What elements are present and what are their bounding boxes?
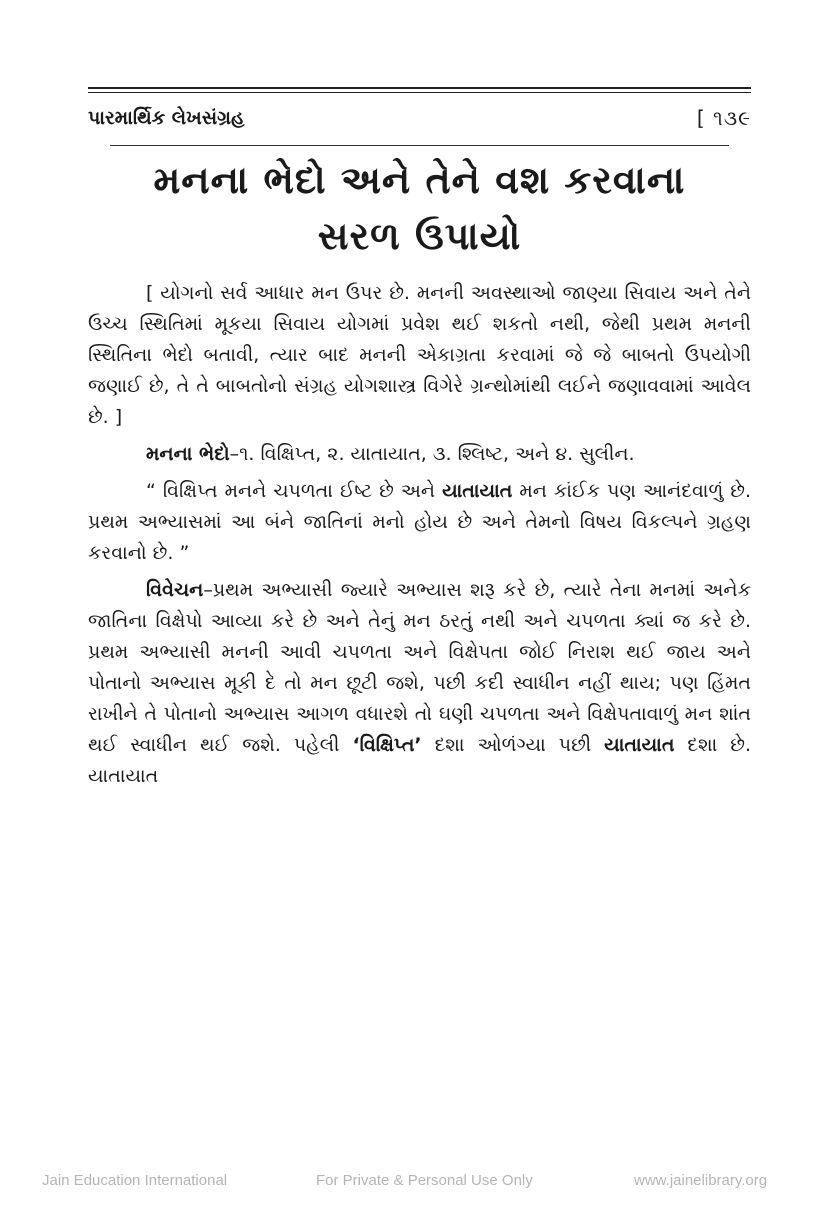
article-title bbox=[88, 152, 751, 264]
header-divider bbox=[110, 145, 729, 146]
running-head bbox=[88, 101, 751, 135]
commentary-paragraph bbox=[88, 575, 751, 792]
page-number: [ ૧૩૯ bbox=[696, 106, 751, 130]
footer-usage-notice: For Private & Personal Use Only bbox=[316, 1172, 533, 1189]
article-body bbox=[88, 278, 751, 792]
quote-paragraph bbox=[88, 476, 751, 569]
top-rule-thin bbox=[88, 92, 751, 93]
commentary-text-3: દશા છે. યાતાયાત bbox=[88, 734, 752, 787]
types-text: –૧. વિક્ષિપ્ત, ૨. યાતાયાત, ૩. શ્લિષ્ટ, અને ૪. સુલીન. bbox=[229, 443, 635, 465]
types-heading: મનના ભેદો bbox=[146, 443, 230, 465]
commentary-heading: વિવેચન bbox=[146, 579, 204, 601]
title-line-1: મનના ભેદો અને તેને વશ કરવાના bbox=[153, 158, 686, 202]
commentary-text-1: –પ્રથમ અભ્યાસી જ્યારે અભ્યાસ શરૂ કરે છે, ત્યારે તેના મનમાં અનેક જાતિના વિક્ષેપો આવ્યા કરે છે અને તેનું મન ઠરતું નથી અને ચપળતા ક્યાં જ કરે છે. પ્રથમ અભ્યાસી મનની આવી ચપળતા અને વિક્ષેપતા જોઈ નિરાશ થઈ જાય અને પોતાનો અભ્યાસ મૂકી દે તો મન છૂટી જશે, પછી કદી સ્વાધીન નહીં થાય; પણ હિંમત રાખીને તે પોતાનો અભ્યાસ આગળ વધારશે તો ઘણી ચપળતા અને વિક્ષેપતાવાળું મન શાંત થઈ સ્વાધીન થઈ જશે. પહેલી bbox=[88, 579, 751, 756]
running-head-title: પારમાર્થિક લેખસંગ્રહ bbox=[88, 107, 245, 129]
quote-bold-term: યાતાયાત bbox=[442, 480, 513, 502]
commentary-text-2: દશા ઓળંગ્યા પછી bbox=[421, 734, 605, 756]
intro-paragraph: [ યોગનો સર્વ આધાર મન ઉપર છે. મનની અવસ્થાઓ જાણ્યા સિવાય અને તેને ઉચ્ચ સ્થિતિમાં મૂકયા સિવાય યોગમાં પ્રવેશ થઈ શકતો નથી, જેથી પ્રથમ મનની સ્થિતિના ભેદો બતાવી, ત્યાર બાદ મનની એકાગ્રતા કરવામાં જે જે બાબતો ઉપયોગી જણાઈ છે, તે તે બાબતોનો સંગ્રહ યોગશાસ્ત્ર વિગેરે ગ્રન્થોમાંથી લઈને જણાવવામાં આવેલ છે. ] bbox=[88, 282, 751, 428]
commentary-bold-2: યાતાયાત bbox=[604, 734, 675, 756]
footer-website: www.jainelibrary.org bbox=[634, 1172, 768, 1189]
book-page bbox=[88, 88, 751, 798]
quote-text-1: “ વિક્ષિપ્ત મનને ચપળતા ઈષ્ટ છે અને bbox=[146, 480, 443, 502]
footer-publisher: Jain Education International bbox=[42, 1172, 228, 1189]
quote-text-2: મન કાંઈક પણ આનંદવાળું છે. પ્રથમ અભ્યાસમાં આ બંને જાતિનાં મનો હોય છે અને તેમનો વિષય વિકલ્પને ગ્રહણ કરવાનો છે. ” bbox=[88, 480, 751, 564]
title-line-2: સરળ ઉપાયો bbox=[317, 214, 522, 258]
top-double-rule bbox=[88, 87, 751, 89]
types-paragraph bbox=[88, 439, 751, 470]
commentary-bold-1: ‘વિક્ષિપ્ત’ bbox=[352, 734, 422, 756]
